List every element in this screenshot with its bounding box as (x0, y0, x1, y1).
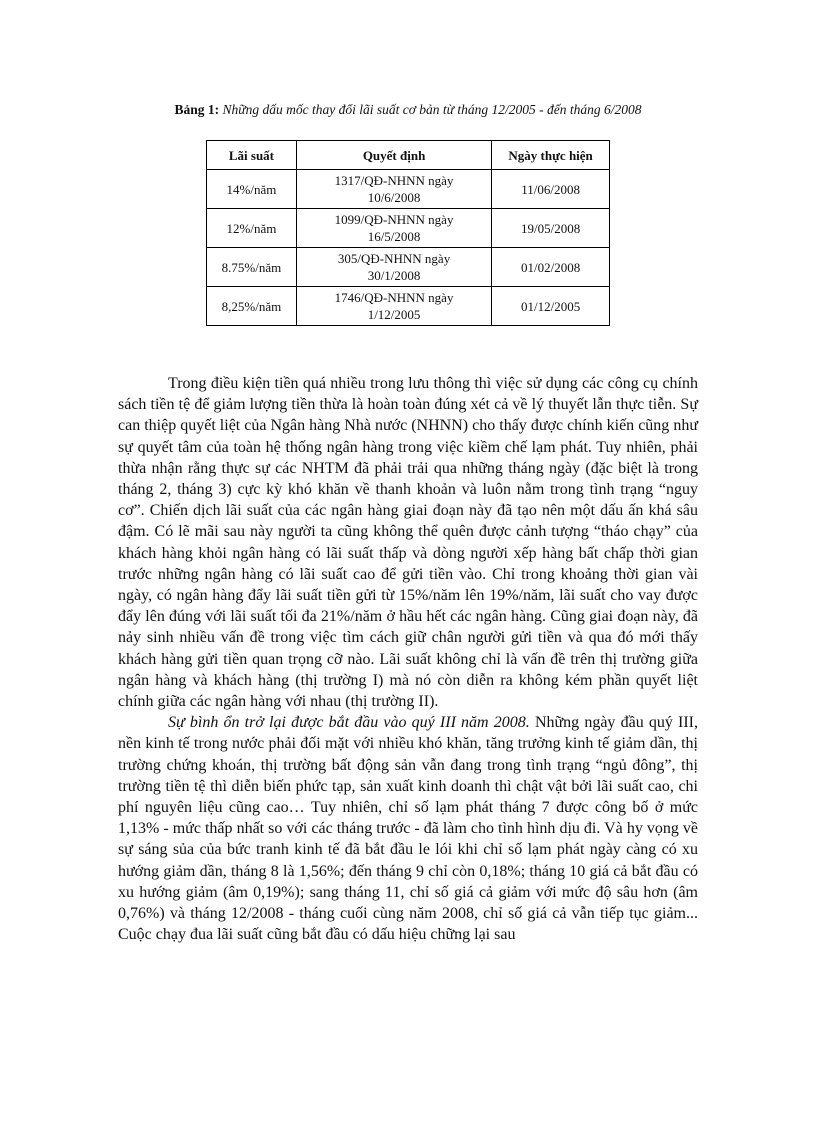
decision-date: 10/6/2008 (367, 190, 421, 205)
effective-date-cell: 01/12/2005 (492, 287, 610, 326)
paragraph-body: Những ngày đầu quý III, nền kinh tế trong nước phải đối mặt với nhiều khó khăn, tăng trưởng kinh tế giảm dần, thị trường chứng khoán, thị trường bất động sản vẫn đang trong tình trạng “ngủ đông”, thị trường tiền tệ thì diễn biến phức tạp, sản xuất kinh doanh thì chật vật bởi lãi suất cao, chi phí nguyên liệu cũng cao… Tuy nhiên, chỉ số lạm phát tháng 7 được công bố ở mức 1,13% - mức thấp nhất so với các tháng trước - đã làm cho tình hình dịu đi. Và hy vọng về sự sáng sủa của bức tranh kinh tế đã bắt đầu le lói khi chỉ số lạm phát ngày càng có xu hướng giảm dần, tháng 8 là 1,56%; đến tháng 9 chỉ còn 0,18%; tháng 10 giá cả bắt đầu có xu hướng giảm (âm 0,19%); sang tháng 11, chỉ số giá cả giảm với mức độ sâu hơn (âm 0,76%) và tháng 12/2008 - tháng cuối cùng năm 2008, chỉ số giá cả vẫn tiếp tục giảm... Cuộc chạy đua lãi suất cũng bắt đầu có dấu hiệu chững lại sau (118, 714, 699, 944)
table-header-row (207, 141, 610, 170)
caption-label: Bảng 1: (174, 102, 220, 117)
decision-cell (296, 209, 491, 248)
table-row (207, 287, 610, 326)
decision-date: 16/5/2008 (367, 229, 421, 244)
caption-text: Những dấu mốc thay đổi lãi suất cơ bản từ tháng 12/2005 - đến tháng 6/2008 (222, 102, 642, 117)
effective-date-cell: 19/05/2008 (492, 209, 610, 248)
table-row (207, 209, 610, 248)
rate-cell: 14%/năm (207, 170, 297, 209)
effective-date-cell: 01/02/2008 (492, 248, 610, 287)
rate-cell: 8,25%/năm (207, 287, 297, 326)
paragraph-lead-italic: Sự bình ổn trở lại được bắt đầu vào quý III năm 2008. (168, 714, 530, 732)
table-row (207, 170, 610, 209)
decision-date: 1/12/2005 (367, 307, 421, 322)
decision-number: 1746/QĐ-NHNN ngày (334, 290, 454, 305)
rate-cell: 12%/năm (207, 209, 297, 248)
header-rate: Lãi suất (207, 141, 297, 170)
paragraph-stabilization (118, 712, 698, 945)
table-caption (0, 102, 816, 118)
decision-date: 30/1/2008 (367, 268, 421, 283)
rate-cell: 8.75%/năm (207, 248, 297, 287)
decision-cell (296, 170, 491, 209)
decision-number: 1099/QĐ-NHNN ngày (334, 212, 454, 227)
body-text (118, 373, 698, 945)
header-decision: Quyết định (296, 141, 491, 170)
interest-rate-table (206, 140, 610, 326)
header-effective-date: Ngày thực hiện (492, 141, 610, 170)
decision-cell (296, 248, 491, 287)
decision-number: 305/QĐ-NHNN ngày (337, 251, 451, 266)
decision-number: 1317/QĐ-NHNN ngày (334, 173, 454, 188)
effective-date-cell: 11/06/2008 (492, 170, 610, 209)
decision-cell (296, 287, 491, 326)
table-row (207, 248, 610, 287)
paragraph-inflation-control: Trong điều kiện tiền quá nhiều trong lưu thông thì việc sử dụng các công cụ chính sách tiền tệ để giảm lượng tiền thừa là hoàn toàn đúng xét cả về lý thuyết lẫn thực tiễn. Sự can thiệp quyết liệt của Ngân hàng Nhà nước (NHNN) cho thấy được chính kiến cũng như sự quyết tâm của toàn hệ thống ngân hàng trong việc kiềm chế lạm phát. Tuy nhiên, phải thừa nhận rằng thực sự các NHTM đã phải trải qua những tháng ngày (đặc biệt là trong tháng 2, tháng 3) cực kỳ khó khăn về thanh khoản và luôn nằm trong tình trạng “nguy cơ”. Chiến dịch lãi suất của các ngân hàng giai đoạn này đã tạo nên một dấu ấn khá sâu đậm. Có lẽ mãi sau này người ta cũng không thể quên được cảnh tượng “tháo chạy” của khách hàng khỏi ngân hàng có lãi suất thấp và dòng người xếp hàng bất chấp thời gian trước những ngân hàng có lãi suất cao để gửi tiền vào. Chỉ trong khoảng thời gian vài ngày, có ngân hàng đẩy lãi suất tiền gửi từ 15%/năm lên 19%/năm, lãi suất cho vay được đẩy lên đúng với lãi suất tối đa 21%/năm ở hầu hết các ngân hàng. Cũng giai đoạn này, đã nảy sinh nhiều vấn đề trong việc tìm cách giữ chân người gửi tiền và qua đó mới thấy khách hàng gửi tiền quan trọng cỡ nào. Lãi suất không chỉ là vấn đề trên thị trường giữa ngân hàng và khách hàng (thị trường I) mà nó còn diễn ra không kém phần quyết liệt chính giữa các ngân hàng với nhau (thị trường II). (118, 375, 698, 711)
